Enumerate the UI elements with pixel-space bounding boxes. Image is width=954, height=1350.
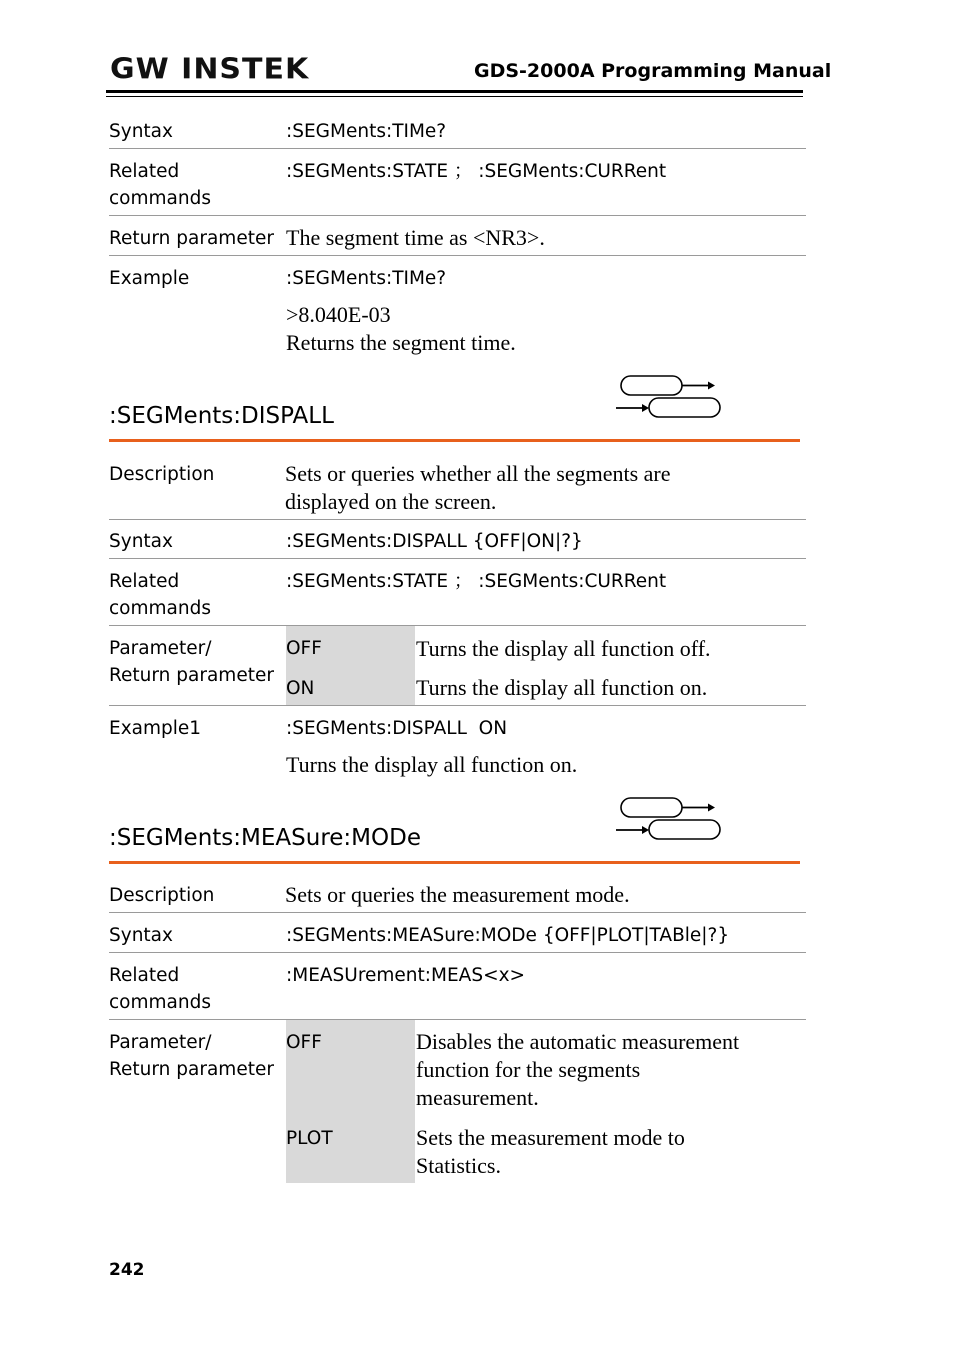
row-divider xyxy=(109,912,806,913)
param-description: Turns the display all function off. xyxy=(416,636,711,661)
return-label: Return parameter xyxy=(109,228,274,249)
heading-rule xyxy=(109,439,800,442)
description-value: Sets or queries the measurement mode. xyxy=(285,882,630,907)
param-description: Turns the display all function on. xyxy=(416,675,708,700)
set-query-icon xyxy=(612,372,722,422)
row-divider xyxy=(109,148,806,149)
example-label: Example1 xyxy=(109,718,202,739)
related-value: :MEASUrement:MEAS<x> xyxy=(286,965,526,986)
parameter-label: Parameter/ xyxy=(109,1032,212,1053)
parameter-label: Parameter/ xyxy=(109,638,212,659)
manual-title: GDS-2000A Programming Manual xyxy=(474,60,832,82)
row-divider xyxy=(109,519,806,520)
example-description: Returns the segment time. xyxy=(286,330,516,355)
row-divider xyxy=(109,625,806,626)
related-label-2: commands xyxy=(109,188,211,209)
row-divider xyxy=(109,952,806,953)
syntax-label: Syntax xyxy=(109,925,173,946)
syntax-label: Syntax xyxy=(109,531,173,552)
header-rule xyxy=(106,90,803,93)
description-line-2: displayed on the screen. xyxy=(285,489,497,514)
param-name: OFF xyxy=(286,1032,322,1053)
example-response: >8.040E-03 xyxy=(286,302,391,327)
page-number: 242 xyxy=(109,1260,145,1280)
syntax-value: :SEGMents:MEASure:MODe {OFF|PLOT|TABle|?} xyxy=(286,925,730,946)
related-value: :SEGMents:STATE ； :SEGMents:CURRent xyxy=(286,571,667,592)
related-value: :SEGMents:STATE ； :SEGMents:CURRent xyxy=(286,161,667,182)
param-description: Statistics. xyxy=(416,1153,501,1178)
set-query-icon xyxy=(612,794,722,844)
row-divider xyxy=(109,1019,806,1020)
related-label: Related xyxy=(109,571,180,592)
gw-instek-logo: GW INSTEK xyxy=(110,52,310,87)
syntax-value: :SEGMents:TIMe? xyxy=(286,121,447,142)
heading-rule xyxy=(109,861,800,864)
description-label: Description xyxy=(109,885,215,906)
example-command: :SEGMents:DISPALL ON xyxy=(286,718,508,739)
example-command: :SEGMents:TIMe? xyxy=(286,268,447,289)
row-divider xyxy=(109,255,806,256)
param-description: Sets the measurement mode to xyxy=(416,1125,685,1150)
description-label: Description xyxy=(109,464,215,485)
related-label-2: commands xyxy=(109,598,211,619)
header-rule-thin xyxy=(106,96,803,97)
example-description: Turns the display all function on. xyxy=(286,752,578,777)
param-description: measurement. xyxy=(416,1085,539,1110)
command-heading: :SEGMents:MEASure:MODe xyxy=(109,825,421,851)
param-name: OFF xyxy=(286,638,322,659)
param-name: ON xyxy=(286,678,315,699)
syntax-value: :SEGMents:DISPALL {OFF|ON|?} xyxy=(286,531,583,552)
row-divider xyxy=(109,558,806,559)
param-name: PLOT xyxy=(286,1128,333,1149)
syntax-label: Syntax xyxy=(109,121,173,142)
param-description: Disables the automatic measurement xyxy=(416,1029,740,1054)
return-value: The segment time as <NR3>. xyxy=(286,225,545,250)
command-heading: :SEGMents:DISPALL xyxy=(109,403,334,429)
parameter-label-2: Return parameter xyxy=(109,1059,274,1080)
related-label-2: commands xyxy=(109,992,211,1013)
related-label: Related xyxy=(109,965,180,986)
example-label: Example xyxy=(109,268,190,289)
row-divider xyxy=(109,215,806,216)
description-line-1: Sets or queries whether all the segments are xyxy=(285,461,671,486)
row-divider xyxy=(109,705,806,706)
parameter-label-2: Return parameter xyxy=(109,665,274,686)
param-description: function for the segments xyxy=(416,1057,641,1082)
related-label: Related xyxy=(109,161,180,182)
